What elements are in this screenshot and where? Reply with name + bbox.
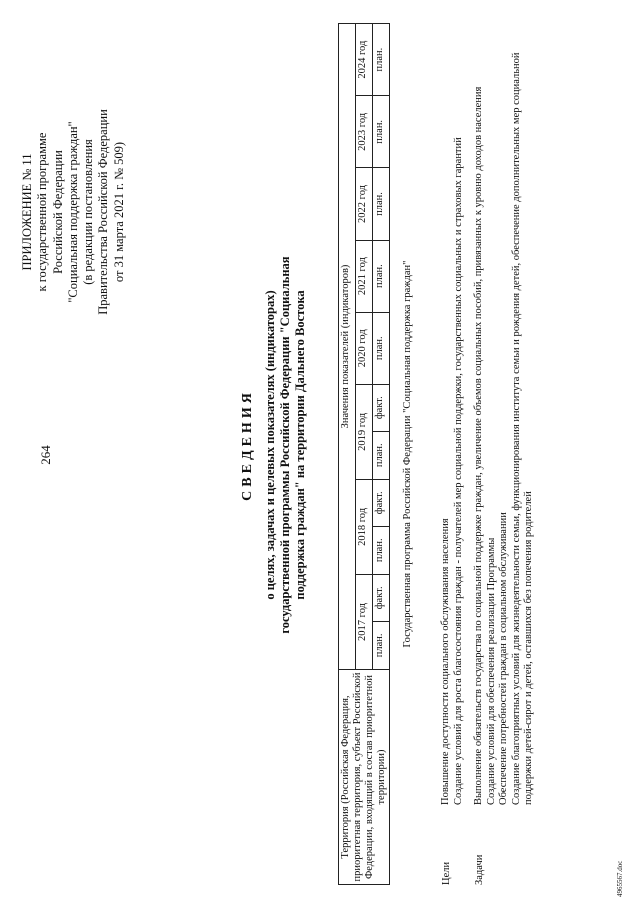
goal-item: Создание условий для роста благосостояния граждан - получателей мер социальной поддержки, государственных социальных и страховых гарантий <box>452 137 464 805</box>
goals-row <box>440 25 465 885</box>
year-header: 2021 год <box>356 240 373 312</box>
year-header: 2017 год <box>356 574 373 669</box>
year-header: 2023 год <box>356 96 373 168</box>
program-row <box>390 24 416 885</box>
goals-list <box>440 25 465 805</box>
appendix-line: к государственной программе <box>35 132 50 292</box>
task-item: Выполнение обязательств государства по социальной поддержке граждан, увеличение объемов социальных пособий, привязанных к уровню доходов населения <box>473 86 484 805</box>
appendix-header <box>20 62 127 362</box>
plan-header: план. <box>373 312 390 384</box>
plan-header: план. <box>373 526 390 574</box>
program-name: Государственная программа Российской Федерации "Социальная поддержка граждан" <box>402 260 413 648</box>
title-line: поддержка граждан" на территории Дальнего Востока <box>293 290 307 600</box>
plan-header: план. <box>373 431 390 479</box>
title-main: СВЕДЕНИЯ <box>240 389 255 501</box>
title-line: о целях, задачах и целевых показателях (индикаторах) <box>263 290 277 600</box>
header-row <box>339 24 356 885</box>
tasks-list <box>473 25 536 805</box>
plan-header: план. <box>373 96 390 168</box>
fact-header: факт. <box>373 479 390 526</box>
appendix-line: "Социальная поддержка граждан" <box>65 121 80 303</box>
year-header: 2018 год <box>356 479 373 574</box>
task-item: Создание условий для обеспечения реализации Программы <box>485 537 497 805</box>
goals-tasks-section <box>440 25 544 885</box>
year-header: 2024 год <box>356 24 373 96</box>
appendix-line: (в редакции постановления <box>81 139 96 285</box>
year-header: 2019 год <box>356 384 373 479</box>
territory-header: Территория (Российская Федерация, приоритетная территория, субъект Российской Федерации, входящий в состав приоритетной территории) <box>339 670 390 885</box>
document-title <box>240 215 308 675</box>
fact-header: факт. <box>373 574 390 621</box>
goals-label: Цели <box>441 861 452 885</box>
task-item: Создание благоприятных условий для жизнедеятельности семьи, функционирования института семьи и рождения детей, обеспечение дополнительных мер социальной поддержки детей-сирот и детей, оставшихся без попечения родителей <box>510 52 534 805</box>
fact-header: факт. <box>373 384 390 431</box>
appendix-line: от 31 марта 2021 г. № 509) <box>111 141 126 283</box>
plan-header: план. <box>373 24 390 96</box>
tasks-row <box>473 25 536 885</box>
year-header: 2022 год <box>356 168 373 240</box>
tasks-label: Задачи <box>474 854 485 885</box>
plan-header: план. <box>373 621 390 669</box>
task-item: Обеспечение потребностей граждан в социальном обслуживании <box>498 512 509 805</box>
indicators-table <box>338 23 415 885</box>
plan-header: план. <box>373 168 390 240</box>
goal-item: Повышение доступности социального обслуживания населения <box>440 518 451 805</box>
values-header: Значения показателей (индикаторов) <box>339 24 356 670</box>
appendix-line: Правительства Российской Федерации <box>96 109 111 315</box>
title-line: государственной программы Российской Федерации "Социальная <box>278 256 292 634</box>
appendix-line: Российской Федерации <box>50 150 65 274</box>
plan-header: план. <box>373 240 390 312</box>
page-number: 264 <box>38 445 53 465</box>
document-id: 4965567.doc <box>616 860 624 897</box>
year-header: 2020 год <box>356 312 373 384</box>
appendix-line: ПРИЛОЖЕНИЕ № 11 <box>20 153 34 271</box>
